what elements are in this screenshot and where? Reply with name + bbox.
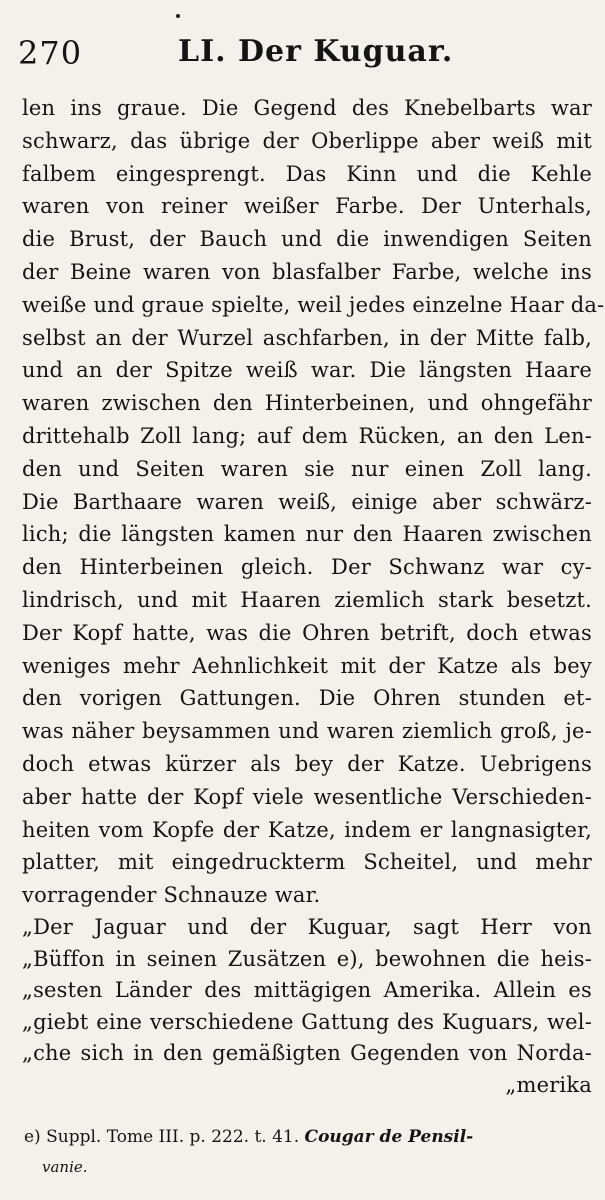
text-line: „Büffon in seinen Zusätzen e), bewohnen die heis- xyxy=(22,946,592,971)
quote-paragraph xyxy=(22,912,592,1101)
text-line: „merika xyxy=(505,1072,592,1097)
text-line: vorragender Schnauze war. xyxy=(22,883,321,908)
text-line: die Brust, der Bauch und die inwendigen Seiten xyxy=(22,227,592,252)
footnote-ref: e) xyxy=(24,1127,41,1147)
footnote xyxy=(24,1122,589,1182)
chapter-title: LI. Der Kuguar. xyxy=(178,34,454,69)
text-line: drittehalb Zoll lang; auf dem Rücken, an den Len- xyxy=(22,423,592,448)
running-head xyxy=(18,32,593,72)
text-line: Der Kopf hatte, was die Ohren betrift, doch etwas xyxy=(22,620,592,645)
text-line: den vorigen Gattungen. Die Ohren stunden et- xyxy=(22,686,592,711)
text-line: platter, mit eingedruckterm Scheitel, und mehr xyxy=(22,850,592,875)
text-line: heiten vom Kopfe der Katze, indem er langnasigter, xyxy=(22,817,592,842)
text-line: lich; die längsten kamen nur den Haaren zwischen xyxy=(22,522,592,547)
text-line: aber hatte der Kopf viele wesentliche Verschieden- xyxy=(22,784,592,809)
text-line: den und Seiten waren sie nur einen Zoll lang. xyxy=(22,456,592,481)
text-line: Die Barthaare waren weiß, einige aber schwärz- xyxy=(22,489,592,514)
ink-speck xyxy=(176,14,180,18)
text-line: waren von reiner weißer Farbe. Der Unterhals, xyxy=(22,194,592,219)
text-line: selbst an der Wurzel aschfarben, in der Mitte falb, xyxy=(22,325,592,350)
text-line: „giebt eine verschiedene Gattung des Kuguars, wel- xyxy=(22,1009,592,1034)
text-line: den Hinterbeinen gleich. Der Schwanz war cy- xyxy=(22,555,592,580)
text-line: waren zwischen den Hinterbeinen, und ohngefähr xyxy=(22,391,592,416)
text-line: „sesten Länder des mittägigen Amerika. Allein es xyxy=(22,978,592,1002)
text-line: der Beine waren von blasfalber Farbe, welche ins xyxy=(22,259,592,284)
text-line: was näher beysammen und waren ziemlich groß, je- xyxy=(22,719,592,744)
text-line: und an der Spitze weiß war. Die längsten Haare xyxy=(22,358,592,383)
body-paragraph xyxy=(22,92,605,912)
footnote-line xyxy=(24,1122,589,1152)
text-line: schwarz, das übrige der Oberlippe aber weiß mit xyxy=(22,128,592,153)
text-line: „che sich in den gemäßigten Gegenden von Norda- xyxy=(22,1041,592,1065)
text-line: falbem eingesprengt. Das Kinn und die Kehle xyxy=(22,161,592,186)
text-line: „Der Jaguar und der Kuguar, sagt Herr von xyxy=(22,915,592,939)
text-line: len ins graue. Die Gegend des Knebelbarts war xyxy=(22,96,592,120)
footnote-text: Suppl. Tome III. p. 222. t. 41. xyxy=(46,1127,300,1147)
text-line: lindrisch, und mit Haaren ziemlich stark besetzt. xyxy=(22,587,592,612)
text-line: weiße und graue spielte, weil jedes einzelne Haar da- xyxy=(22,292,605,317)
footnote-continuation: vanie. xyxy=(42,1158,88,1176)
footnote-italic: Cougar de Pensil- xyxy=(304,1127,474,1147)
text-line: weniges mehr Aehnlichkeit mit der Katze als bey xyxy=(22,653,592,678)
text-line: doch etwas kürzer als bey der Katze. Uebrigens xyxy=(22,751,592,776)
page-number: 270 xyxy=(18,34,83,72)
